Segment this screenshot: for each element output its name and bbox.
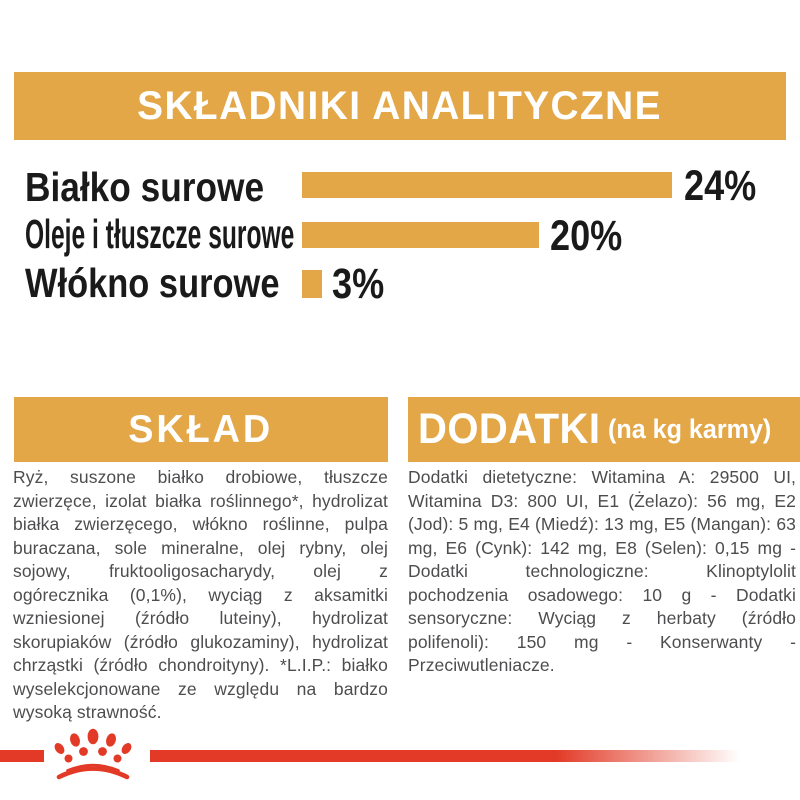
brand-line-right	[150, 750, 746, 762]
chart-bar	[302, 222, 539, 248]
chart-category-label: Oleje i tłuszcze surowe	[25, 211, 295, 257]
chart-value-label: 20%	[550, 212, 623, 260]
sklad-title: SKŁAD	[128, 407, 274, 451]
chart-category-label: Białko surowe	[25, 164, 265, 210]
chart-value-label: 3%	[332, 260, 385, 308]
chart-bar	[302, 270, 322, 298]
sklad-header-banner	[14, 397, 388, 462]
dodatki-subtitle: (na kg karmy)	[608, 414, 772, 444]
page-title: SKŁADNIKI ANALITYCZNE	[137, 83, 663, 128]
dodatki-title: DODATKI	[418, 405, 601, 453]
analytical-components-banner	[14, 72, 786, 140]
dodatki-header-banner	[408, 397, 800, 462]
dodatki-body-text: Dodatki dietetyczne: Witamina A: 29500 UI, Witamina D3: 800 UI, E1 (Żelazo): 56 mg, E2 (Jod): 5 mg, E4 (Miedź): 13 mg, E5 (Mangan): 63 mg, E6 (Cynk): 142 mg, E8 (Selen): 0,15 mg - Dodatki technologiczne: Klinoptylolit pochodzenia osadowego: 10 g - Dodatki sensoryczne: Wyciąg z herbaty (źródło polifenoli): 150 mg - Konserwanty - Przeciwutleniacze.	[408, 467, 796, 675]
chart-category-label: Włókno surowe	[25, 260, 280, 306]
chart-bar	[302, 172, 672, 198]
brand-line-left	[0, 750, 44, 762]
sklad-body-text: Ryż, suszone białko drobiowe, tłuszcze zwierzęce, izolat białka roślinnego*, hydrolizat białka zwierzęcego, włókno roślinne, pulpa buraczana, sole mineralne, olej rybny, olej sojowy, fruktooligosacharydy, olej z ogórecznika (0,1%), wyciąg z aksamitki wzniesionej (źródło luteiny), hydrolizat skorupiaków (źródło glukozaminy), hydrolizat chrząstki (źródło chondroityny). *L.I.P.: białko wyselekcjonowane ze względu na bardzo wysoką strawność.	[13, 467, 388, 722]
chart-value-label: 24%	[684, 162, 757, 210]
royal-canin-crown-icon	[46, 727, 140, 785]
